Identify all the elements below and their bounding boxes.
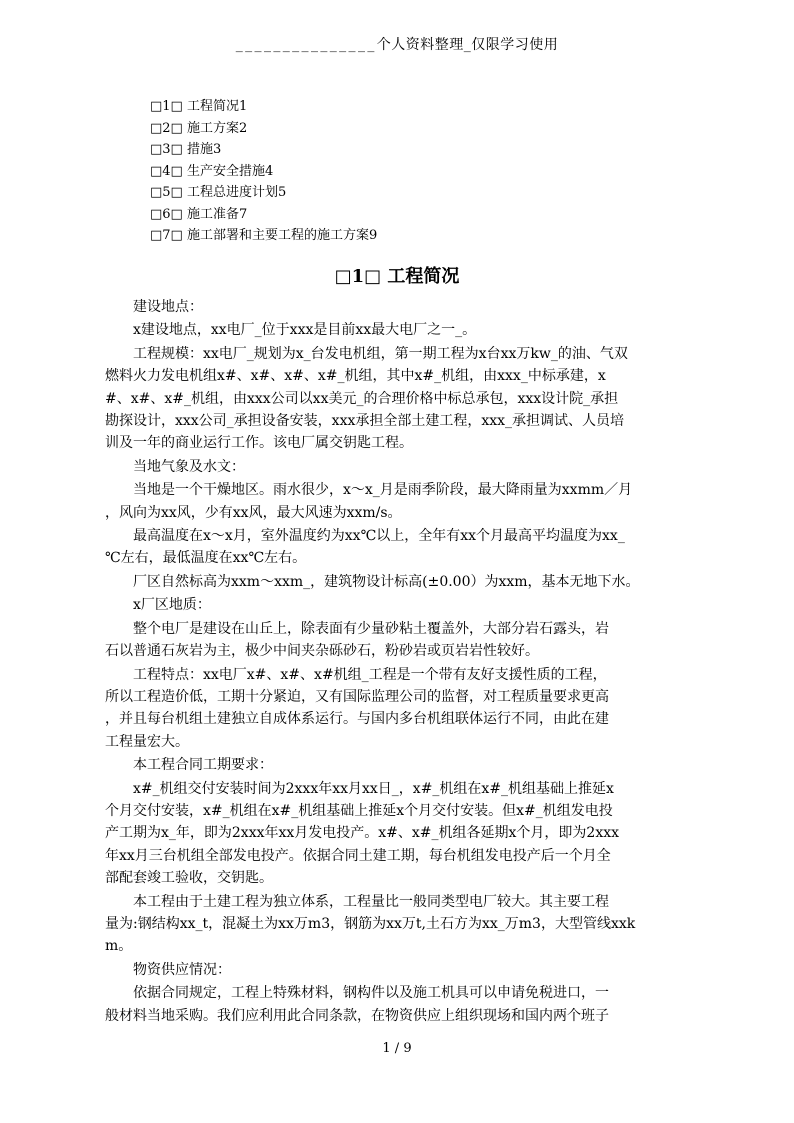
toc-item[interactable]: □6□ 施工准备7 bbox=[150, 206, 248, 222]
paragraph: 最高温度在x～x月，室外温度约为xx℃以上，全年有xx个月最高平均温度为xx_ ℃左右，最低温度在xx℃左右。 bbox=[105, 528, 625, 567]
toc-item[interactable]: □2□ 施工方案2 bbox=[150, 120, 248, 136]
paragraph: x建设地点，xx电厂_位于xxx是目前xx最大电厂之一_。 bbox=[133, 322, 477, 339]
paragraph: x#_机组交付安装时间为2xxx年xx月xx日_，x#_机组在x#_机组基础上推延x 个月交付安装，x#_机组在x#_机组基础上推延x个月交付安装。但x#_机组发电投 产工期为x_年，即为2xxx年xx月发电投产。x#、x#_机组各延期x个月，即为2xxx 年xx月三台机组全部发电投产。依据合同土建工期，每台机组发电投产后一个月全 部配套竣工验收，交钥匙。 bbox=[105, 780, 620, 887]
toc-item[interactable]: □7□ 施工部署和主要工程的施工方案9 bbox=[150, 228, 378, 243]
paragraph: x厂区地质： bbox=[133, 597, 211, 614]
section-title: □1□ 工程简况 bbox=[334, 266, 460, 287]
paragraph: 建设地点： bbox=[133, 299, 203, 315]
paragraph: 依据合同规定，工程上特殊材料，钢构件以及施工机具可以申请免税进口，一 般材料当地采购。我们应利用此合同条款，在物资供应上组织现场和国内两个班子 bbox=[105, 985, 609, 1024]
header-text: 个人资料整理_仅限学习使用 bbox=[376, 37, 559, 53]
paragraph: 物资供应情况： bbox=[133, 961, 231, 978]
page-number: 1 / 9 bbox=[382, 1041, 412, 1056]
paragraph: 本工程由于土建工程为独立体系，工程量比一般同类型电厂较大。其主要工程 量为:钢结构xx_t，混凝土为xx万m3，钢筋为xx万t,土石方为xx_万m3，大型管线xxk m。 bbox=[105, 893, 636, 955]
paragraph: 本工程合同工期要求： bbox=[133, 757, 273, 774]
paragraph: 工程特点：xx电厂x#、x#、x#机组_工程是一个带有友好支援性质的工程， 所以工程造价低，工期十分紧迫，又有国际监理公司的监督，对工程质量要求更高 ，并且每台机组土建独立自成体系运行。与国内多台机组联体运行不同，由此在建 工程量宏大。 bbox=[105, 666, 609, 750]
paragraph: 工程规模：xx电厂_规划为x_台发电机组，第一期工程为x台xx万kw_的油、气双 燃料火力发电机组x#、x#、x#、x#_机组，其中x#_机组，由xxx_中标承建，x #、x#、x#_机组，由xxx公司以xx美元_的合理价格中标总承包，xxx设计院_承担 勘探设计，xxx公司_承担设备安装，xxx承担全部土建工程，xxx_承担调试、人员培 训及一年的商业运行工作。该电厂属交钥匙工程。 bbox=[105, 345, 628, 452]
page-header bbox=[0, 34, 794, 54]
paragraph: 当地是一个干燥地区。雨水很少，x～x_月是雨季阶段，最大降雨量为xxmm／月 ，风向为xx风，少有xx风，最大风速为xxm/s。 bbox=[105, 482, 633, 521]
toc-item[interactable]: □3□ 措施3 bbox=[150, 142, 222, 157]
paragraph: 整个电厂是建设在山丘上，除表面有少量砂粘土覆盖外，大部分岩石露头，岩 石以普通石灰岩为主，极少中间夹杂砾砂石，粉砂岩或页岩岩性较好。 bbox=[105, 620, 609, 660]
paragraph: 厂区自然标高为xxm～xxm_，建筑物设计标高(±0.00）为xxm，基本无地下水。 bbox=[133, 573, 640, 590]
toc-item[interactable]: □5□ 工程总进度计划5 bbox=[150, 185, 287, 200]
toc-item[interactable]: □1□ 工程简况1 bbox=[150, 99, 248, 114]
paragraph: 当地气象及水文： bbox=[133, 458, 245, 475]
document-body bbox=[105, 296, 685, 1027]
toc-item[interactable]: □4□ 生产安全措施4 bbox=[150, 163, 274, 179]
table-of-contents bbox=[150, 96, 377, 247]
header-dashes: _______________ bbox=[235, 37, 377, 53]
